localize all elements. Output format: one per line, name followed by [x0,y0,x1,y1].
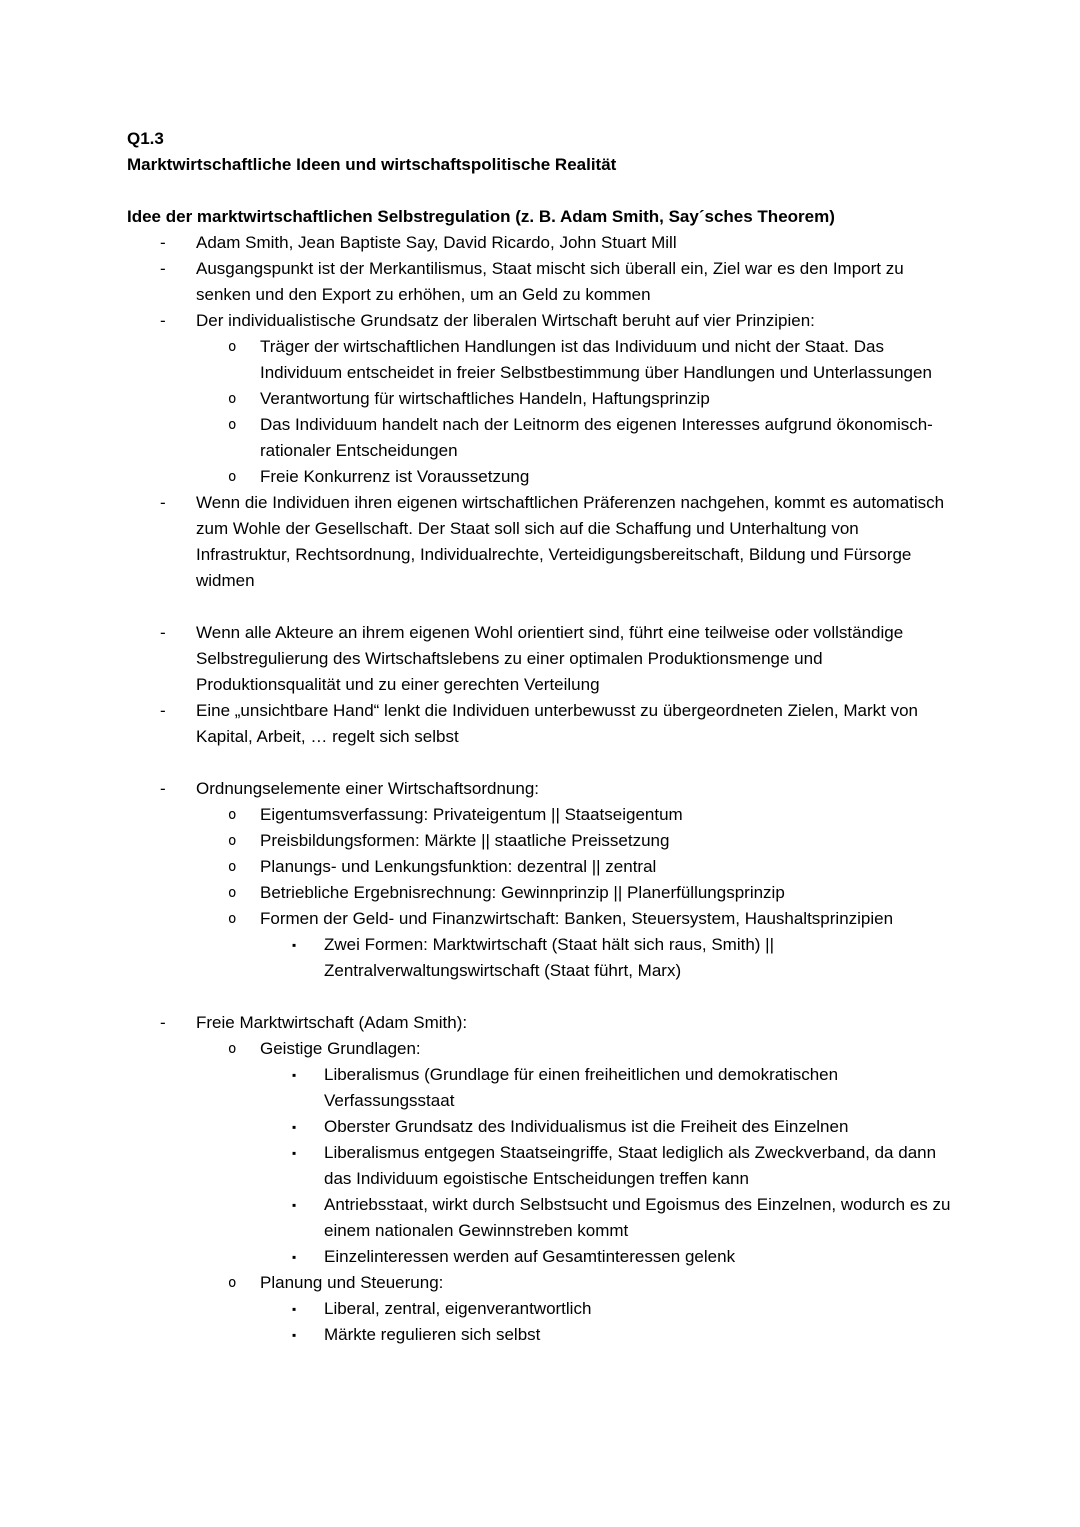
list-item-text: Preisbildungsformen: Märkte || staatliche Preissetzung [260,831,670,850]
list-item [127,412,953,464]
list-item [127,1062,953,1114]
list-item-text: Wenn die Individuen ihren eigenen wirtschaftlichen Präferenzen nachgehen, kommt es automatisch zum Wohle der Gesellschaft. Der Staat soll sich auf die Schaffung und Unterhaltung von Infrastruktur, Rechtsordnung, Individualrechte, Verteidigungsbereitschaft, Bildung und Fürsorge widmen [196,493,945,590]
list-item [127,1296,953,1322]
square-bullet-icon: ▪ [292,1328,297,1342]
list-item-text: Freie Konkurrenz ist Voraussetzung [260,467,530,486]
list-item [127,880,953,906]
list-item [127,464,953,490]
square-bullet-icon: ▪ [292,1198,297,1212]
topic-heading: Idee der marktwirtschaftlichen Selbstregulation (z. B. Adam Smith, Say´sches Theorem) [127,207,835,226]
list-item [127,230,953,256]
circle-bullet-icon: o [228,911,237,927]
section-number: Q1.3 [127,129,164,148]
list-item-text: Träger der wirtschaftlichen Handlungen ist das Individuum und nicht der Staat. Das Individuum entscheidet in freier Selbstbestimmung über Handlungen und Unterlassungen [260,337,932,382]
circle-bullet-icon: o [228,1041,237,1057]
list-item [127,386,953,412]
circle-bullet-icon: o [228,417,237,433]
list-item-text: Ordnungselemente einer Wirtschaftsordnung: [196,779,540,798]
square-bullet-icon: ▪ [292,1146,297,1160]
circle-bullet-icon: o [228,833,237,849]
list-item-text: Planungs- und Lenkungsfunktion: dezentral || zentral [260,857,657,876]
list-item-text: Oberster Grundsatz des Individualismus ist die Freiheit des Einzelnen [324,1117,849,1136]
list-item [127,698,953,750]
dash-bullet-icon: - [160,623,166,642]
square-bullet-icon: ▪ [292,1302,297,1316]
circle-bullet-icon: o [228,807,237,823]
square-bullet-icon: ▪ [292,1120,297,1134]
circle-bullet-icon: o [228,391,237,407]
dash-bullet-icon: - [160,233,166,252]
list-item [127,854,953,880]
list-item-text: Zwei Formen: Marktwirtschaft (Staat hält sich raus, Smith) || Zentralverwaltungswirtschaft (Staat führt, Marx) [324,935,775,980]
list-item [127,620,953,698]
list-item-text: Einzelinteressen werden auf Gesamtinteressen gelenk [324,1247,736,1266]
circle-bullet-icon: o [228,339,237,355]
dash-bullet-icon: - [160,1013,166,1032]
list-item-text: Liberal, zentral, eigenverantwortlich [324,1299,592,1318]
list-item [127,490,953,594]
dash-bullet-icon: - [160,701,166,720]
list-item-text: Wenn alle Akteure an ihrem eigenen Wohl orientiert sind, führt eine teilweise oder vollständige Selbstregulierung des Wirtschaftslebens zu einer optimalen Produktionsmenge und Produktionsqualität und zu einer gerechten Verteilung [196,623,904,694]
page-title: Marktwirtschaftliche Ideen und wirtschaftspolitische Realität [127,155,617,174]
list-item [127,1322,953,1348]
list-item-text: Eigentumsverfassung: Privateigentum || Staatseigentum [260,805,683,824]
list-item-text: Planung und Steuerung: [260,1273,444,1292]
list-item [127,1192,953,1244]
list-item [127,256,953,308]
square-bullet-icon: ▪ [292,1250,297,1264]
dash-bullet-icon: - [160,259,166,278]
circle-bullet-icon: o [228,859,237,875]
list-item [127,308,953,334]
list-item-text: Liberalismus entgegen Staatseingriffe, Staat lediglich als Zweckverband, da dann das Individuum egoistische Entscheidungen treffen kann [324,1143,937,1188]
list-item-text: Adam Smith, Jean Baptiste Say, David Ricardo, John Stuart Mill [196,233,677,252]
square-bullet-icon: ▪ [292,938,297,952]
list-item [127,906,953,932]
list-item-text: Geistige Grundlagen: [260,1039,421,1058]
list-item-text: Liberalismus (Grundlage für einen freiheitlichen und demokratischen Verfassungsstaat [324,1065,839,1110]
circle-bullet-icon: o [228,1275,237,1291]
list-item [127,932,953,984]
list-item-text: Ausgangspunkt ist der Merkantilismus, Staat mischt sich überall ein, Ziel war es den Import zu senken und den Export zu erhöhen, um an Geld zu kommen [196,259,904,304]
square-bullet-icon: ▪ [292,1068,297,1082]
dash-bullet-icon: - [160,493,166,512]
list-item-text: Eine „unsichtbare Hand“ lenkt die Individuen unterbewusst zu übergeordneten Zielen, Markt von Kapital, Arbeit, … regelt sich selbst [196,701,918,746]
circle-bullet-icon: o [228,469,237,485]
list-item [127,802,953,828]
list-item [127,1114,953,1140]
list-item-text: Betriebliche Ergebnisrechnung: Gewinnprinzip || Planerfüllungsprinzip [260,883,785,902]
list-item [127,776,953,802]
circle-bullet-icon: o [228,885,237,901]
list-item [127,1270,953,1296]
list-item-text: Freie Marktwirtschaft (Adam Smith): [196,1013,468,1032]
list-item [127,1036,953,1062]
list-item-text: Das Individuum handelt nach der Leitnorm des eigenen Interesses aufgrund ökonomisch- rationaler Entscheidungen [260,415,933,460]
list-item-text: Antriebsstaat, wirkt durch Selbstsucht und Egoismus des Einzelnen, wodurch es zu einem nationalen Gewinnstreben kommt [324,1195,951,1240]
dash-bullet-icon: - [160,779,166,798]
list-item [127,1140,953,1192]
list-item-text: Der individualistische Grundsatz der liberalen Wirtschaft beruht auf vier Prinzipien: [196,311,815,330]
list-item [127,1010,953,1036]
list-item-text: Verantwortung für wirtschaftliches Handeln, Haftungsprinzip [260,389,710,408]
list-item [127,828,953,854]
dash-bullet-icon: - [160,311,166,330]
list-item [127,334,953,386]
list-item-text: Formen der Geld- und Finanzwirtschaft: Banken, Steuersystem, Haushaltsprinzipien [260,909,894,928]
list-item-text: Märkte regulieren sich selbst [324,1325,541,1344]
list-item [127,1244,953,1270]
